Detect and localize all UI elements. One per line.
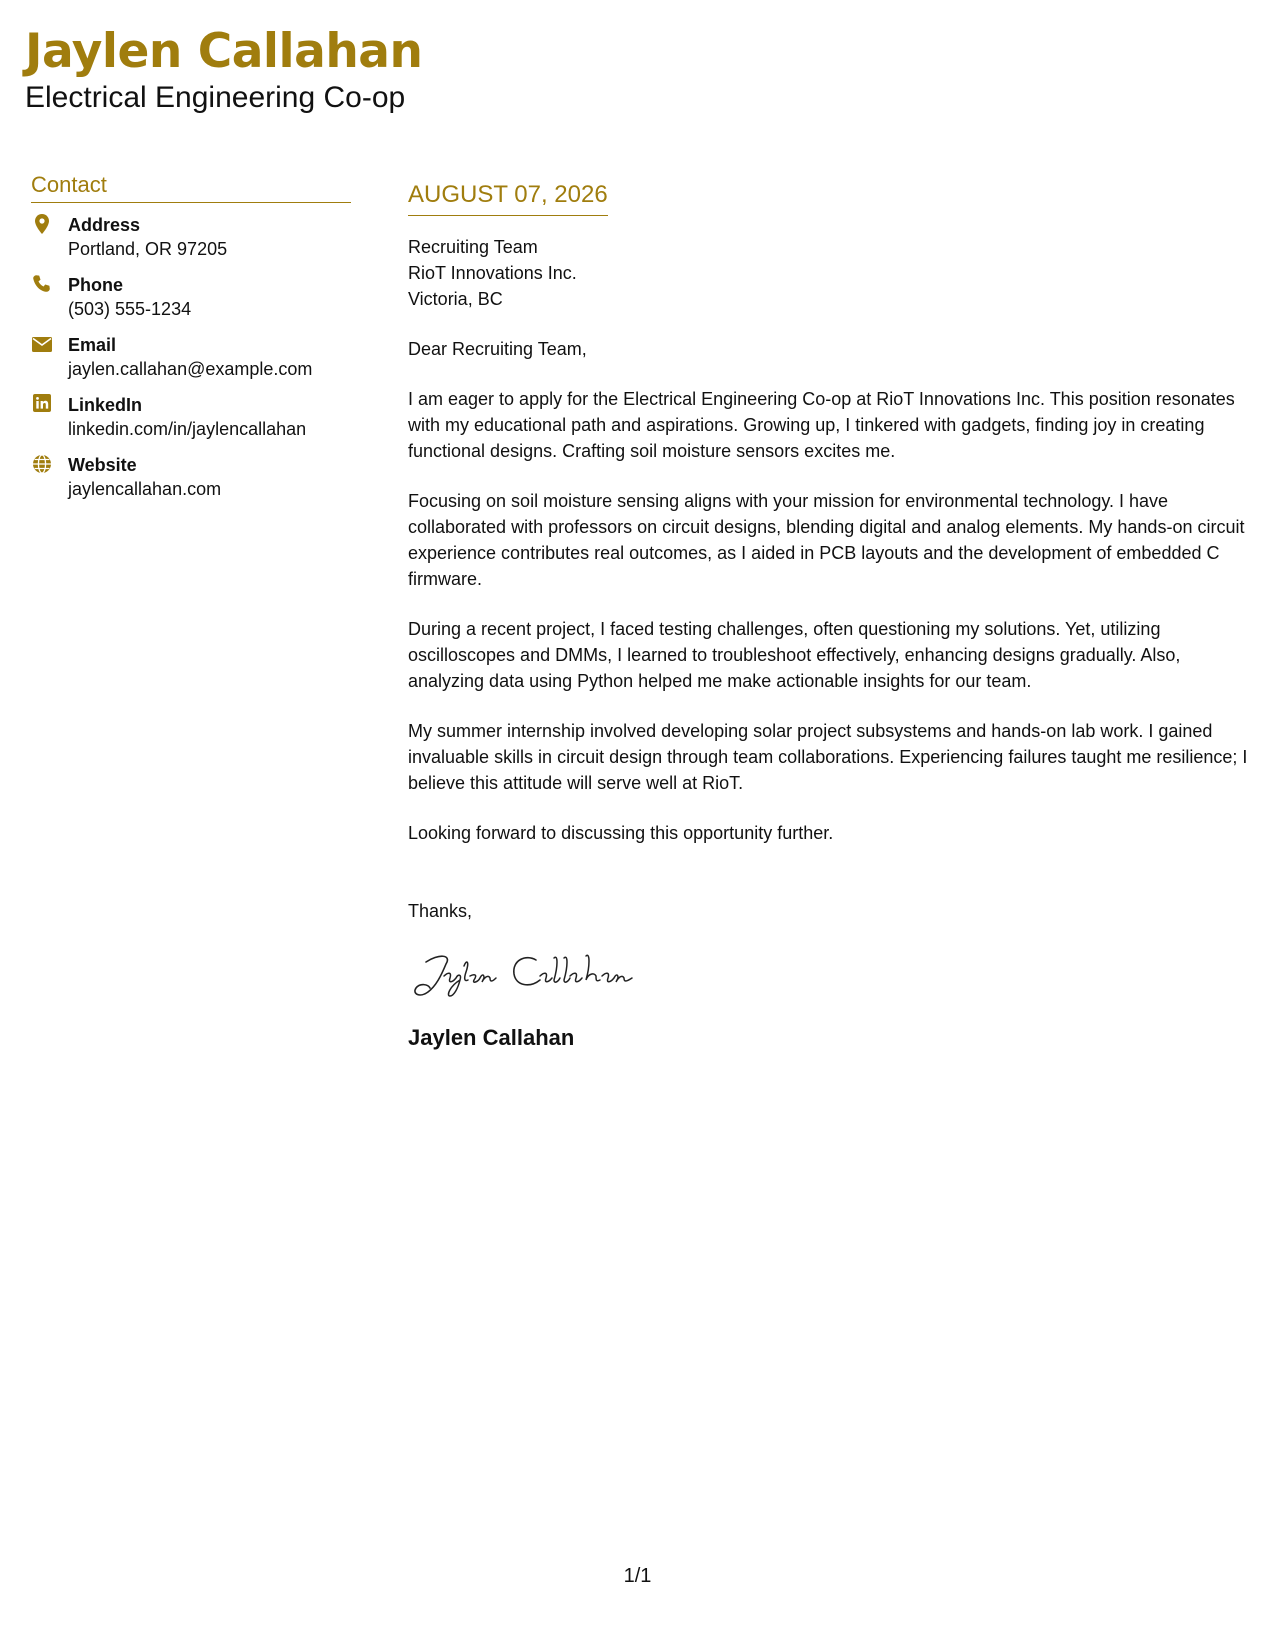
contact-label-address: Address bbox=[68, 215, 141, 235]
globe-icon bbox=[31, 454, 53, 476]
contact-value-email: jaylen.callahan@example.com bbox=[68, 359, 313, 379]
letter-header bbox=[25, 22, 423, 116]
salutation: Dear Recruiting Team, bbox=[408, 339, 587, 359]
contact-value-website: jaylencallahan.com bbox=[68, 479, 222, 499]
page-number: 1/1 bbox=[623, 1565, 652, 1587]
body-paragraph: I am eager to apply for the Electrical Engineering Co-op at RioT Innovations Inc. This position resonates with my educational path and aspirations. Growing up, I tinkered with gadgets, finding joy in creating functional designs. Crafting soil moisture sensors excites me. bbox=[408, 389, 1235, 461]
phone-icon bbox=[31, 274, 53, 296]
body-paragraph: During a recent project, I faced testing challenges, often questioning my solutions. Yet, utilizing oscilloscopes and DMMs, I learned to troubleshoot effectively, enhancing designs gradually. Also, analyzing data using Python helped me make actionable insights for our team. bbox=[408, 619, 1181, 691]
contact-value-linkedin: linkedin.com/in/jaylencallahan bbox=[68, 419, 307, 439]
contact-item-address bbox=[31, 213, 351, 261]
applicant-name: Jaylen Callahan bbox=[25, 24, 423, 79]
envelope-icon bbox=[31, 334, 53, 356]
contact-label-email: Email bbox=[68, 335, 117, 355]
contact-item-linkedin bbox=[31, 393, 351, 441]
body-paragraph: My summer internship involved developing solar project subsystems and hands-on lab work. I gained invaluable skills in circuit design through team collaborations. Experiencing failures taught me resilience; I believe this attitude will serve well at RioT. bbox=[408, 721, 1248, 793]
contact-value-phone: (503) 555-1234 bbox=[68, 299, 192, 319]
closing: Thanks, bbox=[408, 901, 473, 921]
body-paragraph: Focusing on soil moisture sensing aligns with your mission for environmental technology. I have collaborated with professors on circuit designs, blending digital and analog elements. My hands-on circuit experience contributes real outcomes, as I aided in PCB layouts and the development of embedded C firmware. bbox=[408, 491, 1245, 589]
letter-date: AUGUST 07, 2026 bbox=[408, 178, 608, 216]
contact-item-phone bbox=[31, 273, 351, 321]
recipient-line: RioT Innovations Inc. bbox=[408, 263, 577, 283]
contact-value-address: Portland, OR 97205 bbox=[68, 239, 228, 259]
handwritten-signature bbox=[408, 946, 1253, 1006]
linkedin-icon bbox=[31, 394, 53, 416]
signed-name: Jaylen Callahan bbox=[408, 1025, 575, 1050]
recipient-line: Recruiting Team bbox=[408, 237, 538, 257]
contact-item-website bbox=[31, 453, 351, 501]
contact-heading: Contact bbox=[31, 172, 351, 203]
contact-label-linkedin: LinkedIn bbox=[68, 395, 143, 415]
job-title: Electrical Engineering Co-op bbox=[25, 81, 406, 114]
recipient-block bbox=[408, 234, 1253, 312]
letter-body bbox=[408, 178, 1253, 1052]
map-pin-icon bbox=[31, 214, 53, 236]
contact-label-website: Website bbox=[68, 455, 137, 475]
contact-label-phone: Phone bbox=[68, 275, 124, 295]
contact-item-email bbox=[31, 333, 351, 381]
body-paragraph: Looking forward to discussing this opportunity further. bbox=[408, 823, 834, 843]
contact-sidebar bbox=[31, 172, 351, 513]
recipient-line: Victoria, BC bbox=[408, 289, 503, 309]
